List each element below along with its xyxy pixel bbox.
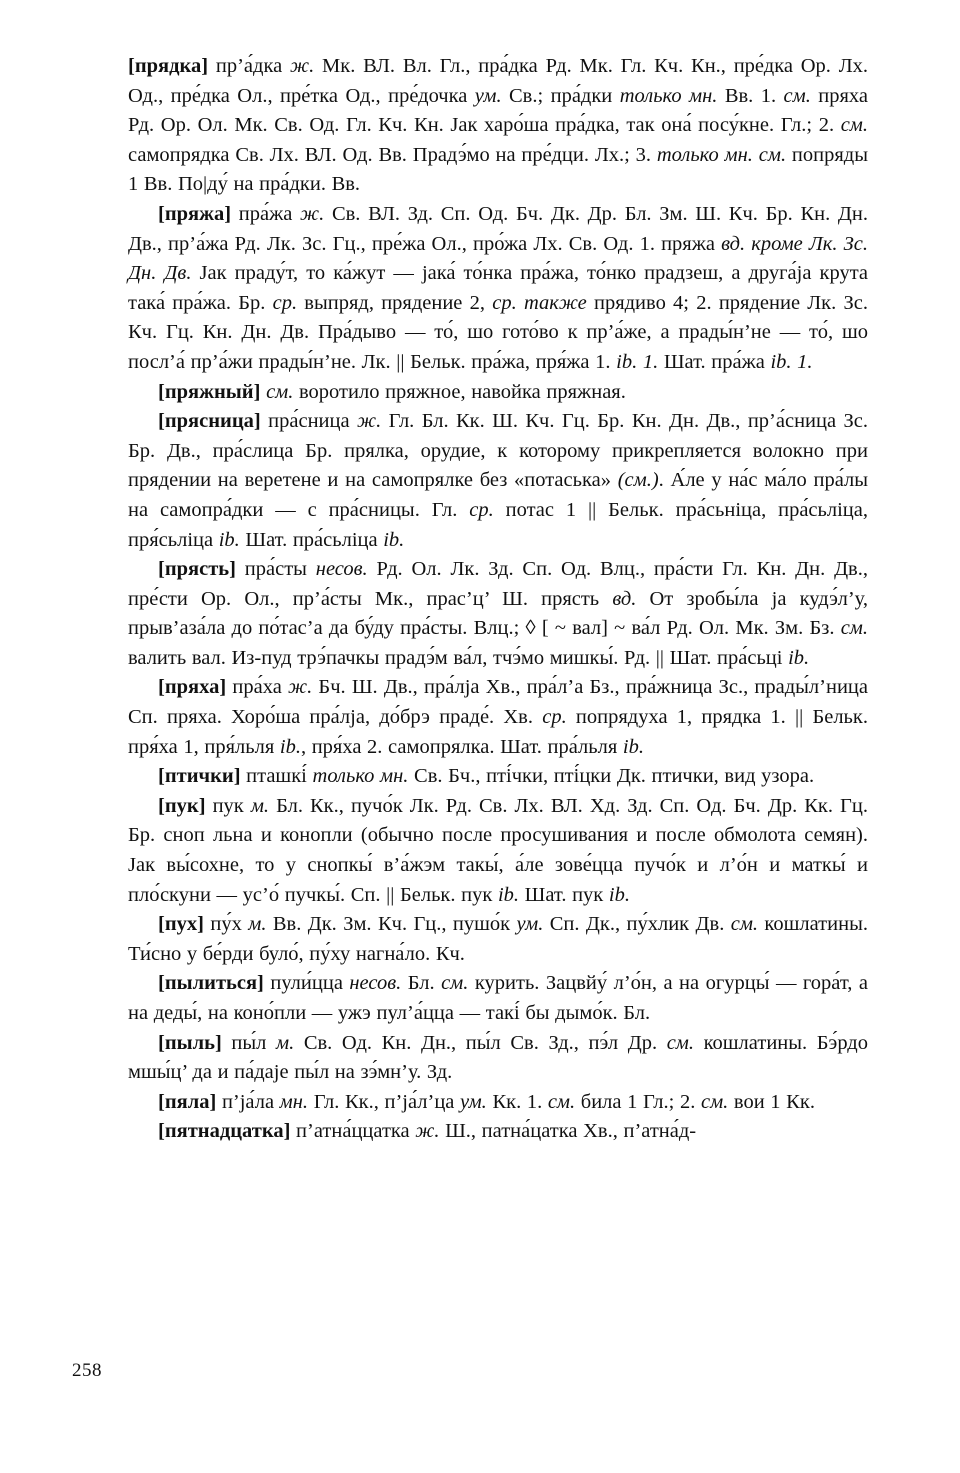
dictionary-entry: [птички] пташкі́ только мн. Св. Бч., пті́чки, пті́цки Дк. птички, вид узора. (158, 765, 815, 788)
dictionary-entry: [пряха] пра́ха ж. Бч. Ш. Дв., пра́лjа Хв., пра́л’а Бз., пра́жница Зс., прады́л’ница Сп. пряха. Хоро́ша пра́лjа, до́брэ праде́. Хв. ср. попрядуха 1, прядка 1. || Бельк. пря́ха 1, пря́льля ib., пря́ха 2. самопрялка. Шат. пра́льля ib. (128, 676, 868, 758)
dictionary-entry: [прядка] пр’а́дка ж. Мк. ВЛ. Вл. Гл., пра́дка Рд. Мк. Гл. Кч. Кн., пре́дка Ор. Лх. Од., пре́дка Ол., пре́тка Од., пре́дочка ум. Св.; пра́дки только мн. Вв. 1. см. пряха Рд. Ор. Ол. Мк. Св. Од. Гл. Кч. Кн. Jак харо́ша пра́дка, так она́ посу́кне. Гл.; 2. см. самопрядка Св. Лх. ВЛ. Од. Вв. Прадэ́мо на пре́дци. Лх.; 3. только мн. см. попряды 1 Вв. По|ду́ на пра́дки. Вв. (128, 55, 869, 196)
dictionary-entry: [пук] пук м. Бл. Кк., пучо́к Лк. Рд. Св. Лх. ВЛ. Хд. Зд. Сп. Од. Бч. Др. Кк. Гц. Бр. сноп льна и конопли (обычно после просушивания и после обмолота семян). Jак вы́сохне, то у снопкы́ в’а́жэм такы́, а́ле зове́цца пучо́к и л’о́н и маткы́ и пло́скуни — ус’о́ пучкы́. Сп. || Бельк. пук ib. Шат. пук ib. (128, 794, 869, 906)
dictionary-entry: [прясть] пра́сты несов. Рд. Ол. Лк. Зд. Сп. Од. Влц., пра́сти Гл. Кн. Дн. Дв., пре́сти Ор. Ол., пр’а́сты Мк., прас’ц’ Ш. прясть вд. От зробы́ла jа кудэ́л’у, прыв’аза́ла до по́тас’а да бу́ду пра́сты. Влц.; ◊ [ ~ вал] ~ ва́л Рд. Ол. Мк. Зм. Бз. см. валить вал. Из-пуд трэ́пачкы прадэ́м ва́л, тчэ́мо мишкы́. Рд. || Шат. пра́сьці ib. (128, 558, 868, 669)
dictionary-entry: [пяла] п’jа́ла мн. Гл. Кк., п’jа́л’ца ум. Кк. 1. см. била 1 Гл.; 2. см. вои 1 Кк. (158, 1090, 815, 1113)
dictionary-entry: [пух] пу́х м. Вв. Дк. Зм. Кч. Гц., пушо́к ум. Сп. Дк., пу́хлик Дв. см. кошлатины. Ти́сно у бе́рди було́, пу́ху нагна́ло. Кч. (128, 913, 868, 965)
dictionary-entry: [пятнадцатка] п’атна́ццатка ж. Ш., патна́цатка Хв., п’атна́д- (158, 1120, 697, 1143)
dictionary-entry: [пылиться] пули́цца несов. Бл. см. курить. Зацвйу́ л’о́н, а на огурцы́ — гора́т, а на деды́, на коно́пли — ужэ пул’а́цца — такі́ бы дымо́к. Бл. (128, 972, 868, 1024)
dictionary-entry: [пыль] пы́л м. Св. Од. Кн. Дн., пы́л Св. Зд., пэ́л Др. см. кошлатины. Бэ́рдо мшы́ц’ да и па́даjе пы́л на зэ́мн’у. Зд. (128, 1031, 868, 1084)
dictionary-entry: [прясница] пра́сница ж. Гл. Бл. Кк. Ш. Кч. Гц. Бр. Кн. Дн. Дв., пр’а́сница Зс. Бр. Дв., пра́слица Бр. прялка, орудие, к которому прикрепляется волокно при прядении на веретене и на самопрялке без «потаська» (см.). А́ле у на́с ма́ло пра́лы на самопра́дки — с пра́сницы. Гл. ср. потас 1 || Бельк. пра́сьніца, пра́сьліца, пря́сьліца ib. Шат. пра́сьліца ib. (128, 410, 869, 551)
dictionary-entry: [пряжа] пра́жа ж. Св. ВЛ. Зд. Сп. Од. Бч. Дк. Др. Бл. Зм. Ш. Кч. Бр. Кн. Дн. Дв., пр’а́жа Рд. Лк. Зс. Гц., пре́жа Ол., про́жа Лх. Св. Од. 1. пряжа вд. кроме Лк. Зс. Дн. Дв. Jак праду́т, то ка́жут — jака́ то́нка пра́жа, то́нко прадзеш, а друга́jа крута така́ пра́жа. Бр. ср. выпряд, прядение 2, ср. также прядиво 4; 2. прядение Лк. Зс. Кч. Гц. Кн. Дн. Дв. Пра́дыво — то́, шо гото́во к пр’а́же, а прады́н’не — то́, шо посл’а́ пр’а́жи прады́н’не. Лк. || Бельк. пра́жа, пря́жа 1. ib. 1. Шат. пра́жа ib. 1. (128, 202, 869, 373)
text-column (128, 52, 868, 1147)
page-number: 258 (72, 1360, 102, 1381)
dictionary-entry: [пряжный] см. воротило пряжное, навойка пряжная. (158, 380, 626, 403)
